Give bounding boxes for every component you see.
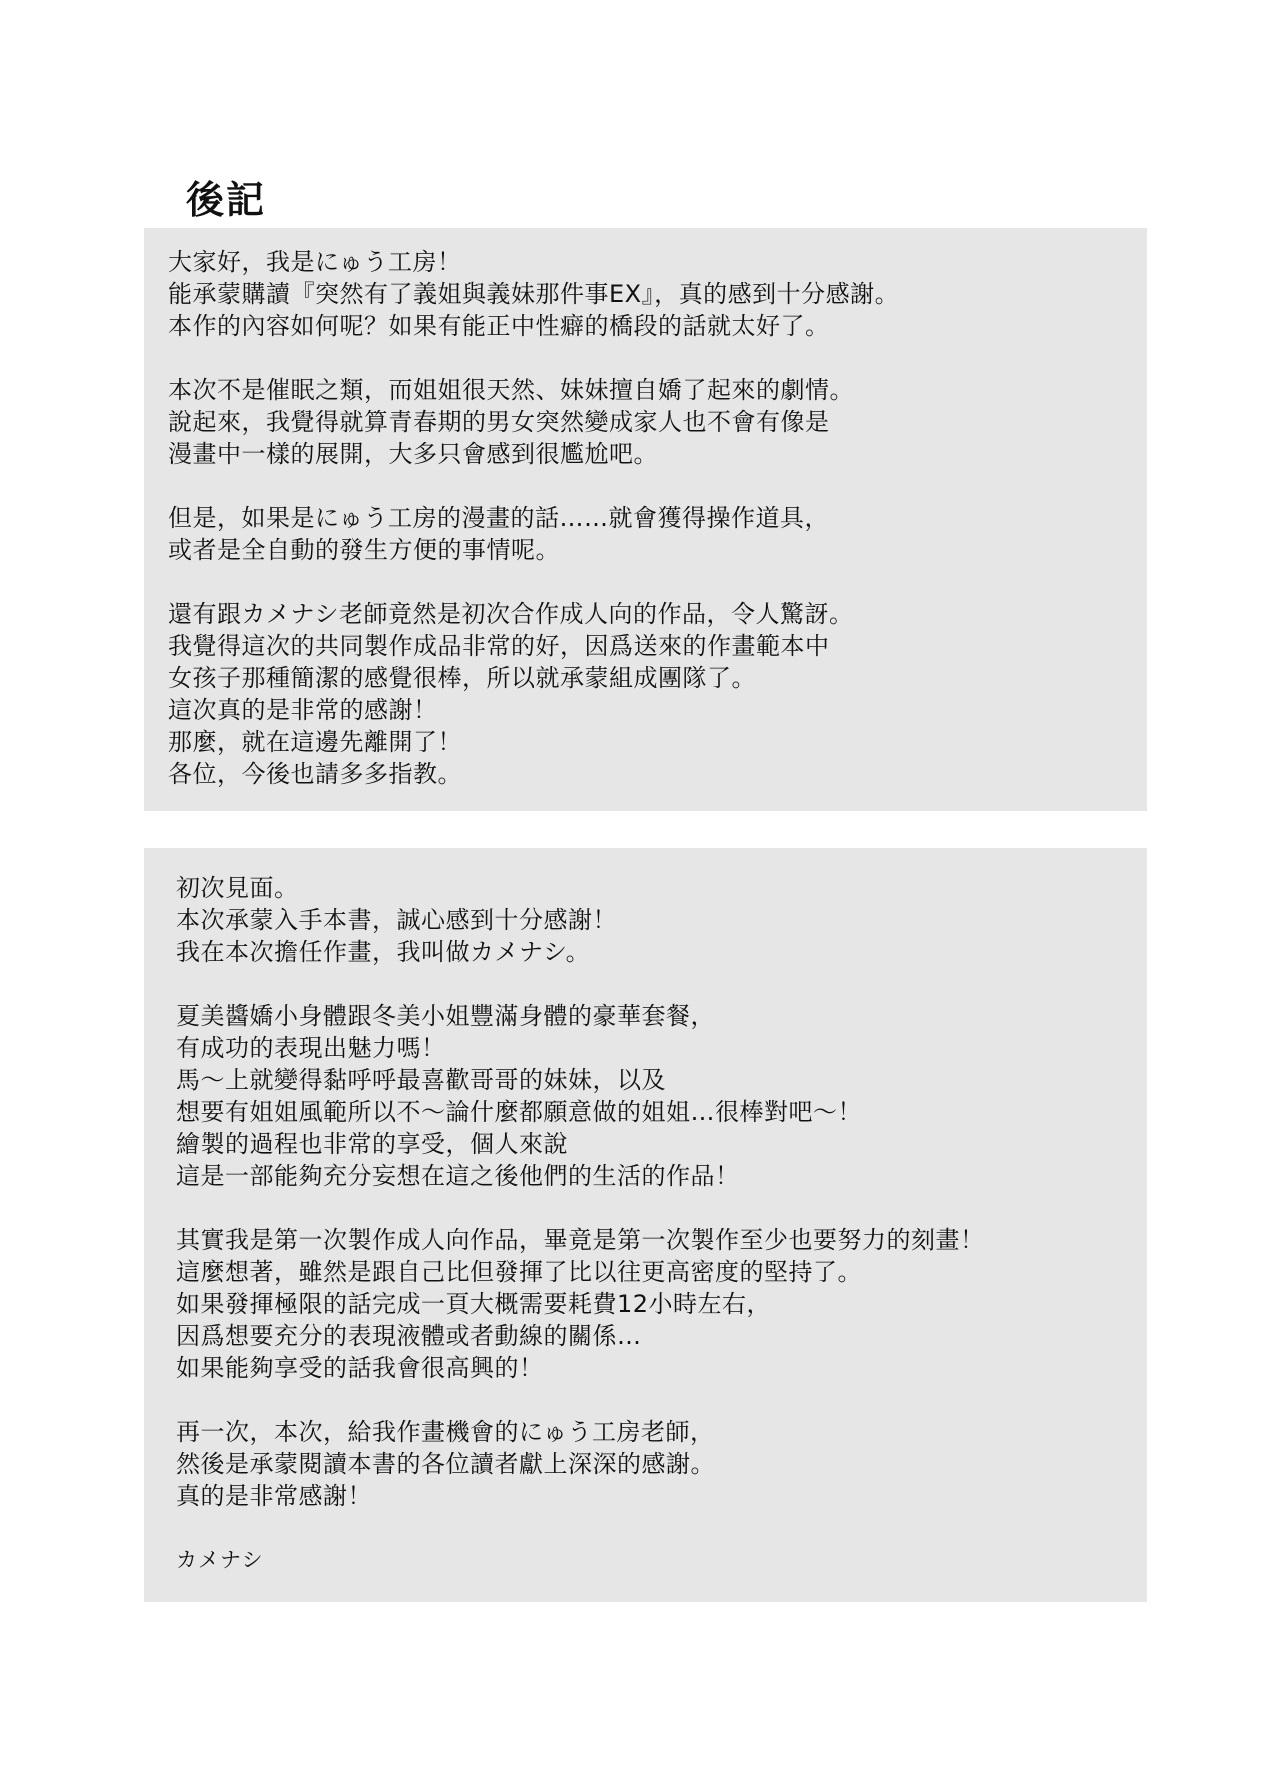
text-line: 那麼，就在這邊先離開了！ (168, 728, 462, 756)
text-line: 能承蒙購讀『突然有了義姐與義妹那件事EX』，真的感到十分感謝。 (168, 280, 900, 308)
paragraph (176, 872, 1147, 968)
text-line: 我在本次擔任作畫，我叫做カメナシ。 (176, 938, 591, 966)
text-line: 我覺得這次的共同製作成品非常的好，因爲送來的作畫範本中 (168, 632, 830, 660)
text-line: 本次不是催眠之類，而姐姐很天然、妹妹擅自嬌了起來的劇情。 (168, 376, 854, 404)
paragraph (168, 598, 1147, 790)
afterword-box-kamenashi (144, 848, 1147, 1602)
text-line: 馬～上就變得黏呼呼最喜歡哥哥的妹妹，以及 (176, 1066, 666, 1094)
text-line: 然後是承蒙閱讀本書的各位讀者獻上深深的感謝。 (176, 1450, 715, 1478)
paragraph (176, 1416, 1147, 1512)
text-line: 因爲想要充分的表現液體或者動線的關係… (176, 1322, 642, 1350)
paragraph (168, 374, 1147, 470)
text-line: 本次承蒙入手本書，誠心感到十分感謝！ (176, 906, 617, 934)
text-line: 繪製的過程也非常的享受，個人來說 (176, 1130, 568, 1158)
paragraph (176, 1224, 1147, 1384)
page-title: 後記 (186, 178, 267, 222)
text-line: 如果發揮極限的話完成一頁大概需要耗費12小時左右， (176, 1290, 772, 1318)
text-line: 其實我是第一次製作成人向作品，畢竟是第一次製作至少也要努力的刻畫！ (176, 1226, 985, 1254)
paragraph (168, 246, 1147, 342)
text-line: 本作的內容如何呢？如果有能正中性癖的橋段的話就太好了。 (168, 312, 830, 340)
text-line: 再一次，本次，給我作畫機會的にゅう工房老師， (176, 1418, 715, 1446)
text-line: 說起來，我覺得就算青春期的男女突然變成家人也不會有像是 (168, 408, 830, 436)
text-line: 這麼想著，雖然是跟自己比但發揮了比以往更高密度的堅持了。 (176, 1258, 862, 1286)
text-line: 女孩子那種簡潔的感覺很棒，所以就承蒙組成團隊了。 (168, 664, 756, 692)
text-line: 這次真的是非常的感謝！ (168, 696, 438, 724)
text-line: 漫畫中一樣的展開，大多只會感到很尷尬吧。 (168, 440, 658, 468)
text-line: 如果能夠享受的話我會很高興的！ (176, 1354, 544, 1382)
text-line: 有成功的表現出魅力嗎！ (176, 1034, 446, 1062)
text-line: 這是一部能夠充分妄想在這之後他們的生活的作品！ (176, 1162, 740, 1190)
text-line: 各位，今後也請多多指教。 (168, 760, 462, 788)
signature: カメナシ (176, 1548, 264, 1572)
text-line: 還有跟カメナシ老師竟然是初次合作成人向的作品，令人驚訝。 (168, 600, 854, 628)
paragraph (176, 1000, 1147, 1192)
text-line: 或者是全自動的發生方便的事情呢。 (168, 536, 560, 564)
afterword-box-nyuu-koubou (144, 228, 1147, 811)
paragraph (168, 502, 1147, 566)
text-line: 但是，如果是にゅう工房的漫畫的話……就會獲得操作道具， (168, 504, 830, 532)
text-line: 大家好，我是にゅう工房！ (168, 248, 462, 276)
text-line: 夏美醬嬌小身體跟冬美小姐豐滿身體的豪華套餐， (176, 1002, 715, 1030)
text-line: 初次見面。 (176, 874, 299, 902)
text-line: 想要有姐姐風範所以不～論什麼都願意做的姐姐…很棒對吧～！ (176, 1098, 862, 1126)
text-line: 真的是非常感謝！ (176, 1482, 372, 1510)
